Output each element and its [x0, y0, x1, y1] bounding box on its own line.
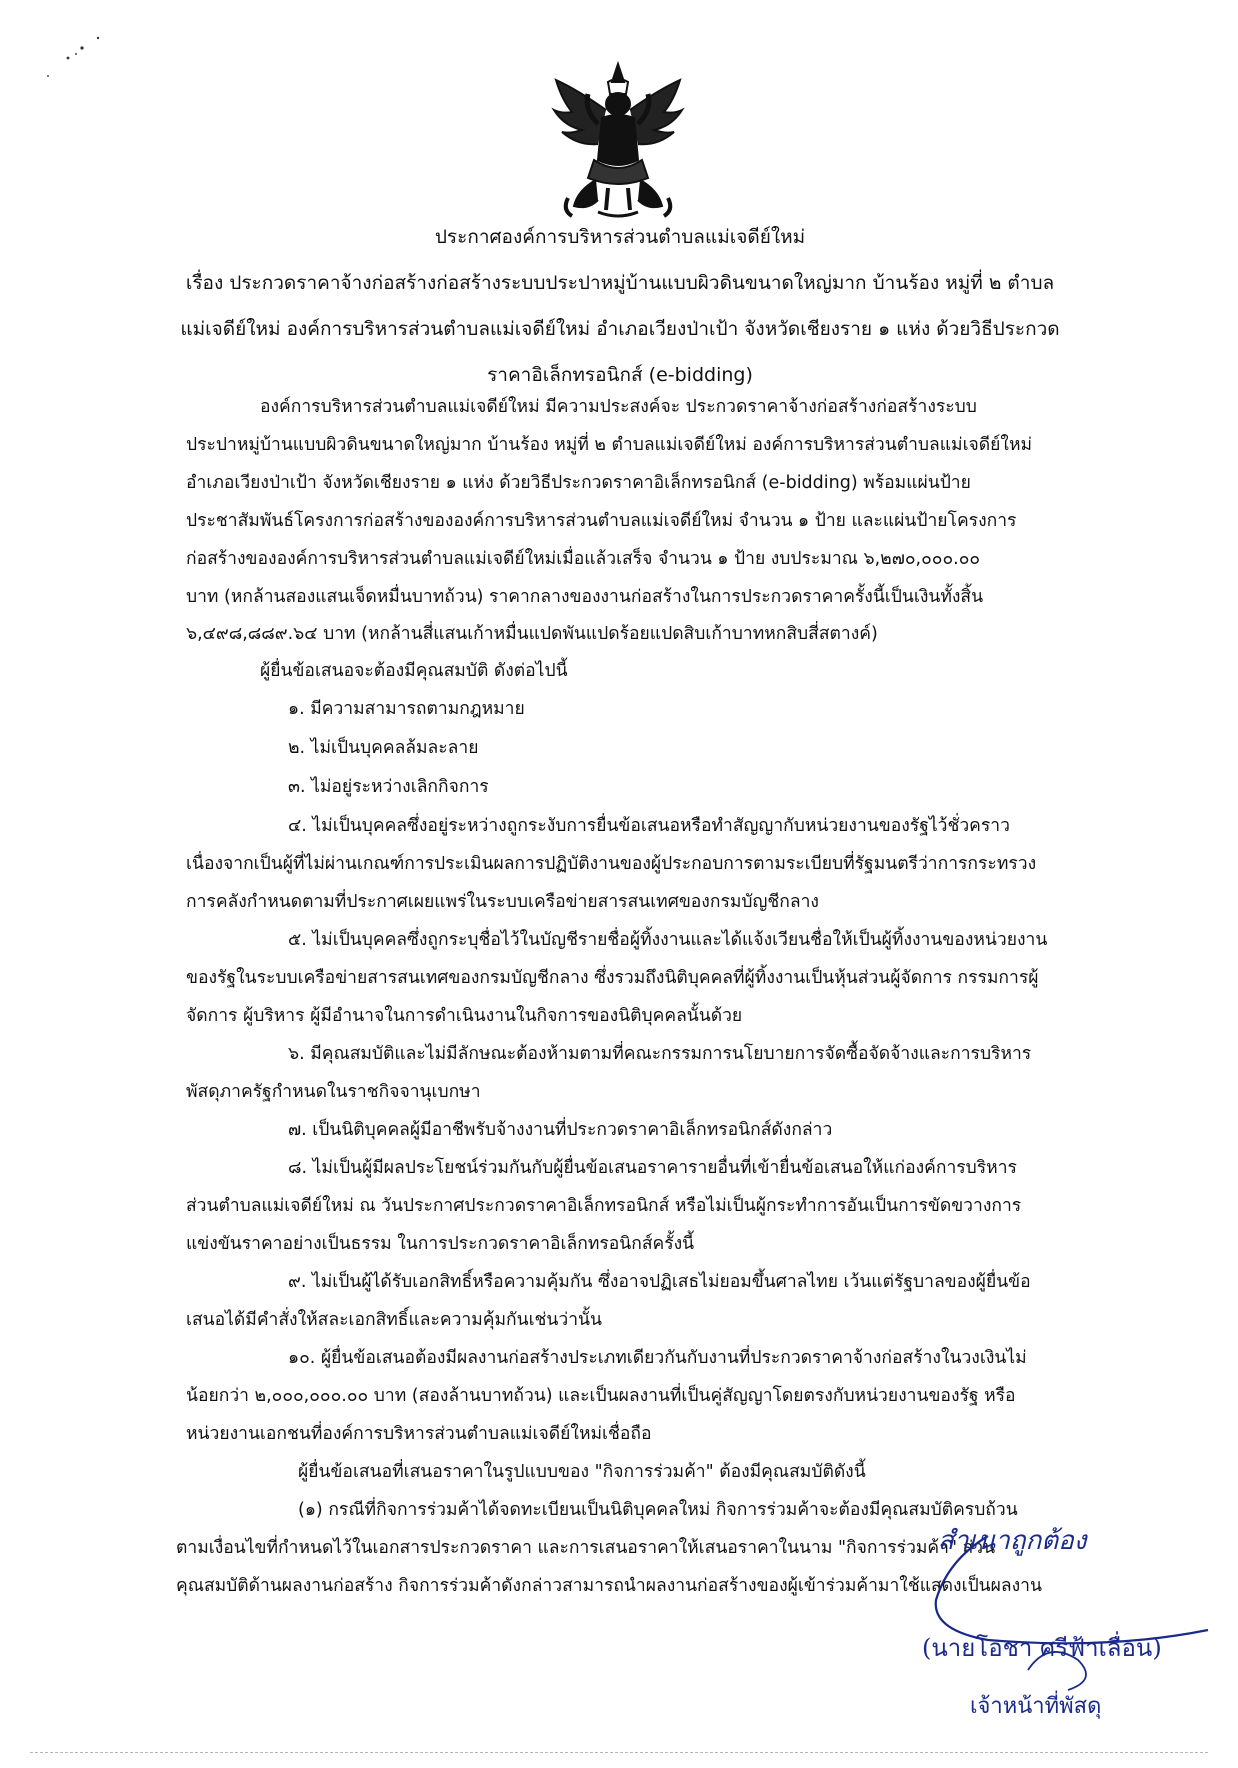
qualification-item: ๔. ไม่เป็นบุคคลซึ่งอยู่ระหว่างถูกระงับการยื่นข้อเสนอหรือทำสัญญากับหน่วยงานของรัฐไว้ชั่วคราว	[288, 816, 1010, 836]
certified-copy-text: สำเนาถูกต้อง	[938, 1526, 1087, 1556]
scan-specks	[40, 28, 110, 88]
body-line: อำเภอเวียงป่าเป้า จังหวัดเชียงราย ๑ แห่ง ด้วยวิธีประกวดราคาอิเล็กทรอนิกส์ (e-bidding) พร้อมแผ่นป้าย	[186, 473, 971, 493]
joint-venture-heading: ผู้ยื่นข้อเสนอที่เสนอราคาในรูปแบบของ "กิจการร่วมค้า" ต้องมีคุณสมบัติดังนี้	[298, 1462, 866, 1482]
subject-line: ราคาอิเล็กทรอนิกส์ (e-bidding)	[487, 364, 753, 386]
qualifications-heading: ผู้ยื่นข้อเสนอจะต้องมีคุณสมบัติ ดังต่อไปนี้	[260, 661, 568, 681]
page-bottom-rule	[30, 1752, 1208, 1753]
body-line: ๖,๔๙๘,๘๘๙.๖๔ บาท (หกล้านสี่แสนเก้าหมื่นแปดพันแปดร้อยแปดสิบเก้าบาทหกสิบสี่สตางค์)	[186, 624, 878, 644]
body-line: คุณสมบัติด้านผลงานก่อสร้าง กิจการร่วมค้าดังกล่าวสามารถนำผลงานก่อสร้างของผู้เข้าร่วมค้ามาใช้แสดงเป็นผลงาน	[176, 1576, 1042, 1596]
qualification-item: ๓. ไม่อยู่ระหว่างเลิกกิจการ	[288, 777, 489, 797]
announcement-subject	[170, 260, 1070, 398]
announcement-title: ประกาศองค์การบริหารส่วนตำบลแม่เจดีย์ใหม่	[434, 226, 806, 248]
qualification-item: ๘. ไม่เป็นผู้มีผลประโยชน์ร่วมกันกับผู้ยื่นข้อเสนอราคารายอื่นที่เข้ายื่นข้อเสนอให้แก่องค์การบริหาร	[288, 1158, 1017, 1178]
body-line: จัดการ ผู้บริหาร ผู้มีอำนาจในการดำเนินงานในกิจการของนิติบุคคลนั้นด้วย	[186, 1006, 743, 1026]
body-line: ก่อสร้างขององค์การบริหารส่วนตำบลแม่เจดีย์ใหม่เมื่อแล้วเสร็จ จำนวน ๑ ป้าย งบประมาณ ๖,๒๗๐,๐๐๐.๐๐	[186, 549, 981, 569]
body-line: ของรัฐในระบบเครือข่ายสารสนเทศของกรมบัญชีกลาง ซึ่งรวมถึงนิติบุคคลที่ผู้ทิ้งงานเป็นหุ้นส่วนผู้จัดการ กรรมการผู้	[186, 968, 1039, 988]
body-line: เสนอได้มีคำสั่งให้สละเอกสิทธิ์และความคุ้มกันเช่นว่านั้น	[186, 1310, 602, 1330]
body-line: ประปาหมู่บ้านแบบผิวดินขนาดใหญ่มาก บ้านร้อง หมู่ที่ ๒ ตำบลแม่เจดีย์ใหม่ องค์การบริหารส่วนตำบลแม่เจดีย์ใหม่	[186, 435, 1033, 455]
body-line: ส่วนตำบลแม่เจดีย์ใหม่ ณ วันประกาศประกวดราคาอิเล็กทรอนิกส์ หรือไม่เป็นผู้กระทำการอันเป็นการขัดขวางการ	[186, 1196, 1022, 1216]
signer-position: เจ้าหน้าที่พัสดุ	[970, 1694, 1102, 1719]
qualification-item: ๗. เป็นนิติบุคคลผู้มีอาชีพรับจ้างงานที่ประกวดราคาอิเล็กทรอนิกส์ดังกล่าว	[288, 1120, 833, 1140]
qualification-item: ๑. มีความสามารถตามกฎหมาย	[288, 699, 525, 719]
garuda-emblem	[548, 60, 688, 220]
certified-copy-stamp	[908, 1520, 1228, 1750]
body-line: แข่งขันราคาอย่างเป็นธรรม ในการประกวดราคาอิเล็กทรอนิกส์ครั้งนี้	[186, 1234, 695, 1254]
qualification-item: ๙. ไม่เป็นผู้ได้รับเอกสิทธิ์หรือความคุ้มกัน ซึ่งอาจปฏิเสธไม่ยอมขึ้นศาลไทย เว้นแต่รัฐบาลของผู้ยื่นข้อ	[288, 1272, 1031, 1292]
qualification-item: ๕. ไม่เป็นบุคคลซึ่งถูกระบุชื่อไว้ในบัญชีรายชื่อผู้ทิ้งงานและได้แจ้งเวียนชื่อให้เป็นผู้ทิ้งงานของหน่วยงาน	[288, 930, 1048, 950]
body-line: ประชาสัมพันธ์โครงการก่อสร้างขององค์การบริหารส่วนตำบลแม่เจดีย์ใหม่ จำนวน ๑ ป้าย และแผ่นป้ายโครงการ	[186, 511, 1017, 531]
body-line: หน่วยงานเอกชนที่องค์การบริหารส่วนตำบลแม่เจดีย์ใหม่เชื่อถือ	[186, 1424, 652, 1444]
subject-line: เรื่อง ประกวดราคาจ้างก่อสร้างก่อสร้างระบบประปาหมู่บ้านแบบผิวดินขนาดใหญ่มาก บ้านร้อง หมู่ที่ ๒ ตำบล	[185, 272, 1055, 294]
body-line: บาท (หกล้านสองแสนเจ็ดหมื่นบาทถ้วน) ราคากลางของงานก่อสร้างในการประกวดราคาครั้งนี้เป็นเงินทั้งสิ้น	[186, 587, 984, 607]
qualification-item: ๒. ไม่เป็นบุคคลล้มละลาย	[288, 738, 479, 758]
qualification-item: ๑๐. ผู้ยื่นข้อเสนอต้องมีผลงานก่อสร้างประเภทเดียวกันกับงานที่ประกวดราคาจ้างก่อสร้างในวงเงินไม่	[288, 1348, 1027, 1368]
body-line: องค์การบริหารส่วนตำบลแม่เจดีย์ใหม่ มีความประสงค์จะ ประกวดราคาจ้างก่อสร้างก่อสร้างระบบ	[260, 397, 977, 417]
body-line: พัสดุภาครัฐกำหนดในราชกิจจานุเบกษา	[186, 1082, 481, 1102]
body-line: การคลังกำหนดตามที่ประกาศเผยแพร่ในระบบเครือข่ายสารสนเทศของกรมบัญชีกลาง	[186, 892, 819, 912]
qualification-item: ๖. มีคุณสมบัติและไม่มีลักษณะต้องห้ามตามที่คณะกรรมการนโยบายการจัดซื้อจัดจ้างและการบริหาร	[288, 1044, 1032, 1064]
body-line: น้อยกว่า ๒,๐๐๐,๐๐๐.๐๐ บาท (สองล้านบาทถ้วน) และเป็นผลงานที่เป็นคู่สัญญาโดยตรงกับหน่วยงานของรัฐ หรือ	[186, 1386, 1016, 1406]
body-line: ตามเงื่อนไขที่กำหนดไว้ในเอกสารประกวดราคา และการเสนอราคาให้เสนอราคาในนาม "กิจการร่วมค้า" ส่วน	[176, 1538, 996, 1558]
subject-line: แม่เจดีย์ใหม่ องค์การบริหารส่วนตำบลแม่เจดีย์ใหม่ อำเภอเวียงป่าเป้า จังหวัดเชียงราย ๑ แห่ง ด้วยวิธีประกวด	[180, 318, 1060, 340]
joint-venture-item: (๑) กรณีที่กิจการร่วมค้าได้จดทะเบียนเป็นนิติบุคคลใหม่ กิจการร่วมค้าจะต้องมีคุณสมบัติครบถ้วน	[298, 1500, 1018, 1520]
body-line: เนื่องจากเป็นผู้ที่ไม่ผ่านเกณฑ์การประเมินผลการปฏิบัติงานของผู้ประกอบการตามระเบียบที่รัฐมนตรีว่าการกระทรวง	[186, 854, 1037, 874]
signer-name: (นายโอชา ศรีฟ้าเลื่อน)	[922, 1634, 1162, 1662]
